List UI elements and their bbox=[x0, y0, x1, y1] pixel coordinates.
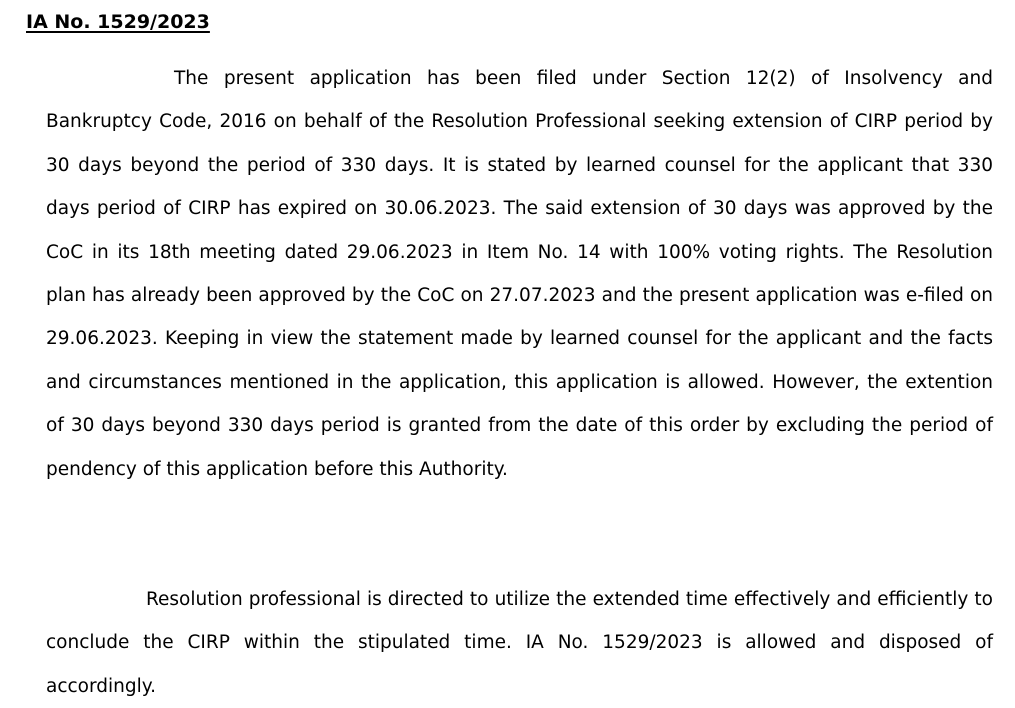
paragraph-application-details: The present application has been filed under Section 12(2) of Insolvency and Bankruptcy Code, 2016 on behalf of the Resolution Professional seeking extension of CIRP period by 30 days beyond the period of 330 days. It is stated by learned counsel for the applicant that 330 days period of CIRP has expired on 30.06.2023. The said extension of 30 days was approved by the CoC in its 18th meeting dated 29.06.2023 in Item No. 14 with 100% voting rights. The Resolution plan has already been approved by the CoC on 27.07.2023 and the present application was e-filed on 29.06.2023. Keeping in view the statement made by learned counsel for the applicant and the facts and circumstances mentioned in the application, this application is allowed. However, the extention of 30 days beyond 330 days period is granted from the date of this order by excluding the period of pendency of this application before this Authority. bbox=[46, 68, 993, 480]
document-heading: IA No. 1529/2023 bbox=[26, 11, 210, 33]
paragraph-direction: Resolution professional is directed to utilize the extended time effectively and efficiently to conclude the CIRP within the stipulated time. IA No. 1529/2023 is allowed and disposed of accordingly. bbox=[46, 589, 993, 697]
